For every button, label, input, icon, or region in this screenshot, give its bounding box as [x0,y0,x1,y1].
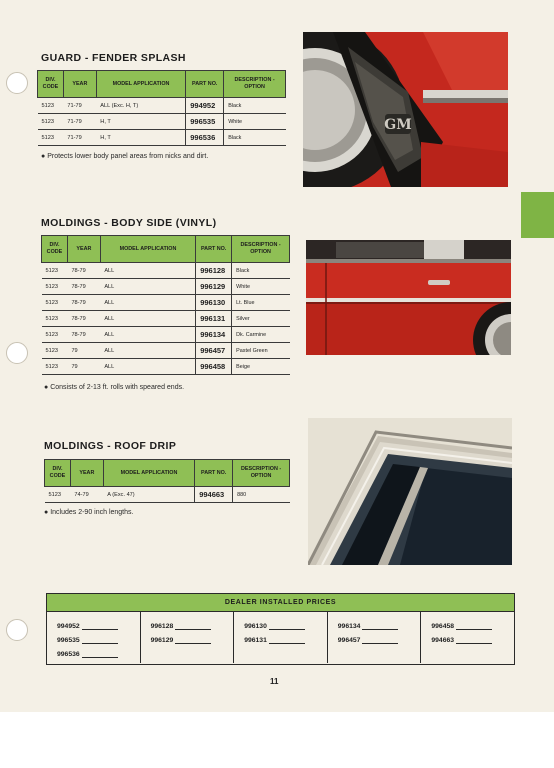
price-blank-line[interactable] [82,621,118,630]
model-application-cell: ALL [100,359,195,375]
price-entry [57,630,140,644]
year-cell: 78-79 [67,327,100,343]
div-code-cell: 5123 [42,359,68,375]
dealer-prices-column [328,612,422,663]
div-code-cell: 5123 [38,130,64,146]
description-cell: Beige [232,359,290,375]
part-number-cell: 996128 [196,263,232,279]
price-part-number: 996129 [150,637,174,644]
model-application-cell: ALL [100,327,195,343]
table-row [38,130,286,146]
page-number: 11 [270,677,279,686]
col-header-part-no: PART NO. [195,460,233,487]
section-tab [521,192,554,238]
year-cell: 78-79 [67,263,100,279]
price-part-number: 994663 [431,637,455,644]
note-text: Consists of 2-13 ft. rolls with speared ends. [50,384,185,391]
dealer-prices-column [141,612,235,663]
price-blank-line[interactable] [362,621,398,630]
year-cell: 78-79 [67,311,100,327]
part-number-cell: 996458 [196,359,232,375]
price-part-number: 994952 [57,623,80,630]
div-code-cell: 5123 [45,487,71,503]
model-application-cell: ALL [100,263,195,279]
col-header-description: DESCRIPTION - OPTION [233,460,290,487]
model-application-cell: A (Exc. 47) [103,487,194,503]
price-blank-line[interactable] [269,635,305,644]
price-entry [244,616,327,630]
gm-badge: GM [384,117,412,133]
price-part-number: 996131 [244,637,267,644]
year-cell: 74-79 [70,487,103,503]
table-row [45,487,290,503]
part-number-cell: 994663 [195,487,233,503]
section-title-moldings-body-side: MOLDINGS - BODY SIDE (VINYL) [41,217,217,229]
description-cell: White [224,114,286,130]
model-application-cell: ALL [100,311,195,327]
price-blank-line[interactable] [362,635,398,644]
note-text: Protects lower body panel areas from nicks and dirt. [47,153,209,160]
binder-hole [6,619,28,641]
table-row [42,327,290,343]
col-header-div-code: DIV. CODE [38,71,64,98]
description-cell: White [232,279,290,295]
price-entry [57,616,140,630]
price-entry [338,616,421,630]
dealer-prices-column [47,612,141,663]
part-number-cell: 996457 [196,343,232,359]
photo-body-side-molding [306,240,511,355]
dealer-prices-column [234,612,328,663]
price-part-number: 996130 [244,623,267,630]
parts-table-fender-splash [37,70,286,146]
parts-table-body-side-moldings [41,235,290,375]
table-row [38,98,286,114]
year-cell: 79 [67,359,100,375]
price-part-number: 996458 [431,623,455,630]
description-cell: Black [224,98,286,114]
part-number-cell: 996130 [196,295,232,311]
note-fender-splash: ● Protects lower body panel areas from nicks and dirt. [41,153,209,160]
price-blank-line[interactable] [456,635,492,644]
col-header-div-code: DIV. CODE [42,236,68,263]
year-cell: 78-79 [67,279,100,295]
col-header-part-no: PART NO. [196,236,232,263]
part-number-cell: 996536 [186,130,224,146]
dealer-prices-column [421,612,514,663]
parts-table-roof-drip [44,459,290,503]
div-code-cell: 5123 [42,295,68,311]
price-blank-line[interactable] [82,635,118,644]
section-title-moldings-roof-drip: MOLDINGS - ROOF DRIP [44,440,177,452]
year-cell: 71-79 [63,130,96,146]
model-application-cell: ALL [100,343,195,359]
description-cell: Black [232,263,290,279]
div-code-cell: 5123 [42,343,68,359]
model-application-cell: H, T [96,114,185,130]
table-row [42,263,290,279]
table-row [42,295,290,311]
price-blank-line[interactable] [175,621,211,630]
price-entry [57,644,140,658]
year-cell: 71-79 [63,98,96,114]
col-header-year: YEAR [67,236,100,263]
table-row [42,279,290,295]
col-header-description: DESCRIPTION - OPTION [232,236,290,263]
binder-hole [6,342,28,364]
col-header-part-no: PART NO. [186,71,224,98]
photo-fender-splash-guard [303,32,508,187]
dealer-prices-title: DEALER INSTALLED PRICES [47,594,514,612]
col-header-model: MODEL APPLICATION [100,236,195,263]
price-entry [431,616,514,630]
div-code-cell: 5123 [38,98,64,114]
description-cell: Pastel Green [232,343,290,359]
year-cell: 71-79 [63,114,96,130]
col-header-year: YEAR [70,460,103,487]
table-row [38,114,286,130]
dealer-installed-prices-box [46,593,515,665]
description-cell: Black [224,130,286,146]
year-cell: 78-79 [67,295,100,311]
price-blank-line[interactable] [456,621,492,630]
div-code-cell: 5123 [42,279,68,295]
model-application-cell: H, T [96,130,185,146]
model-application-cell: ALL [100,279,195,295]
price-entry [151,616,234,630]
price-entry [244,630,327,644]
model-application-cell: ALL [100,295,195,311]
price-part-number: 996457 [337,637,361,644]
table-row [42,311,290,327]
description-cell: Silver [232,311,290,327]
note-roof-drip: ● Includes 2-90 inch lengths. [44,509,134,516]
table-row [42,359,290,375]
price-blank-line[interactable] [175,635,211,644]
col-header-description: DESCRIPTION - OPTION [224,71,286,98]
price-part-number: 996536 [57,651,80,658]
section-title-guard-fender-splash: GUARD - FENDER SPLASH [41,52,186,64]
note-text: Includes 2-90 inch lengths. [50,509,134,516]
price-entry [151,630,234,644]
photo-roof-drip-molding [308,418,512,565]
price-part-number: 996535 [57,637,80,644]
price-part-number: 996128 [150,623,174,630]
part-number-cell: 996131 [196,311,232,327]
note-body-side: ● Consists of 2-13 ft. rolls with speared ends. [44,384,185,391]
dealer-prices-columns [47,612,514,663]
price-blank-line[interactable] [269,621,305,630]
col-header-year: YEAR [63,71,96,98]
div-code-cell: 5123 [42,311,68,327]
price-entry [338,630,421,644]
binder-hole [6,72,28,94]
part-number-cell: 996129 [196,279,232,295]
table-row [42,343,290,359]
col-header-div-code: DIV. CODE [45,460,71,487]
year-cell: 79 [67,343,100,359]
col-header-model: MODEL APPLICATION [96,71,185,98]
price-part-number: 996134 [337,623,361,630]
part-number-cell: 996535 [186,114,224,130]
div-code-cell: 5123 [42,327,68,343]
div-code-cell: 5123 [42,263,68,279]
description-cell: Lt. Blue [232,295,290,311]
price-entry [431,630,514,644]
description-cell: Dk. Carmine [232,327,290,343]
div-code-cell: 5123 [38,114,64,130]
col-header-model: MODEL APPLICATION [103,460,194,487]
part-number-cell: 994952 [186,98,224,114]
description-cell: 880 [233,487,290,503]
price-blank-line[interactable] [82,649,118,658]
part-number-cell: 996134 [196,327,232,343]
model-application-cell: ALL (Exc. H, T) [96,98,185,114]
